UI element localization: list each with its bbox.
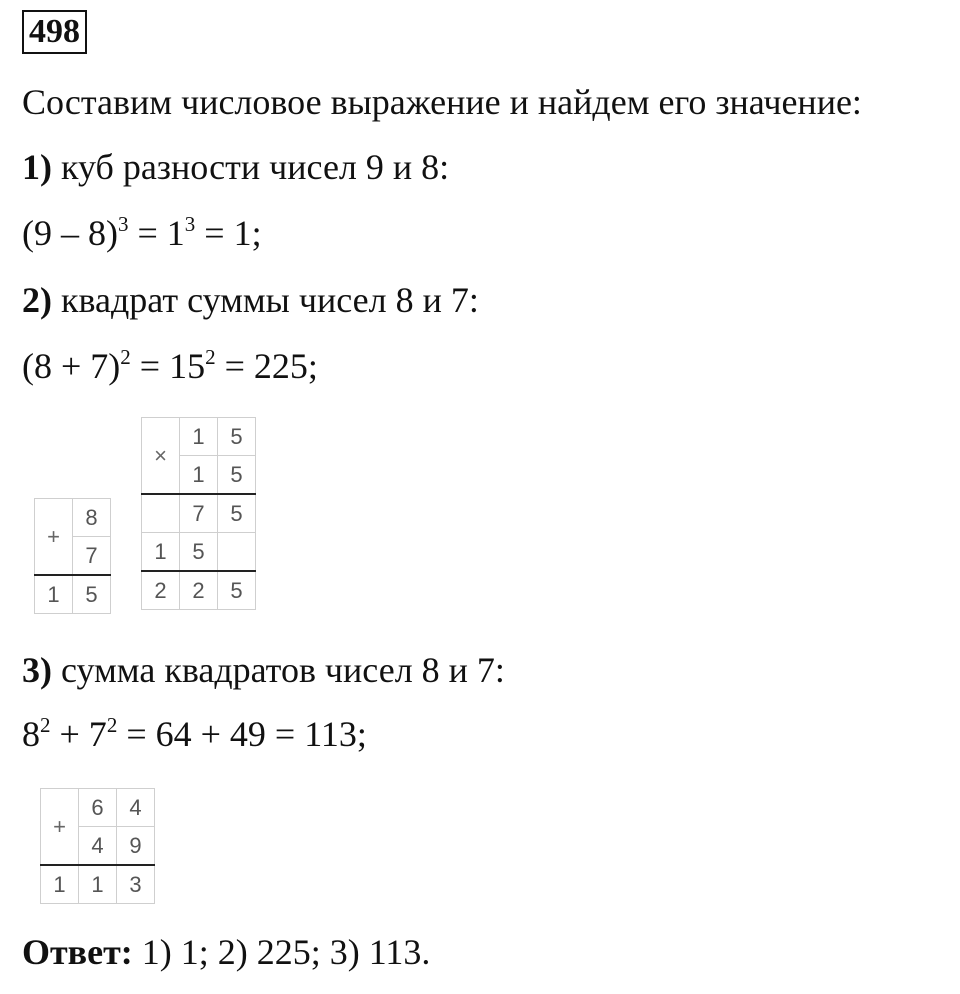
- expr-part: (9 – 8): [22, 213, 118, 253]
- digit-cell: 1: [41, 865, 79, 904]
- digit-cell: 1: [35, 575, 73, 614]
- item-1-heading: [22, 147, 449, 187]
- digit-cell: 2: [142, 571, 180, 610]
- digit-cell: 5: [218, 494, 256, 533]
- answer-label: Ответ:: [22, 932, 133, 972]
- digit-cell: 1: [142, 533, 180, 572]
- item-3-expression: [22, 714, 367, 754]
- digit-cell: 9: [117, 827, 155, 866]
- digit-cell: 5: [180, 533, 218, 572]
- item-3-label: 3): [22, 650, 52, 690]
- plus-sign: +: [41, 789, 79, 866]
- item-1-expression: [22, 213, 262, 253]
- exponent: 2: [120, 345, 131, 369]
- answer-line: [22, 932, 430, 972]
- digit-cell: 7: [73, 537, 111, 576]
- expr-part: = 15: [130, 346, 206, 386]
- digit-cell: 1: [180, 456, 218, 495]
- item-1-text: куб разности чисел 9 и 8:: [61, 147, 450, 187]
- column-addition-8-7: [34, 498, 111, 614]
- digit-cell: 3: [117, 865, 155, 904]
- multiply-sign: ×: [142, 418, 180, 495]
- item-2-expression: [22, 346, 318, 386]
- digit-cell: 5: [218, 571, 256, 610]
- expr-part: (8 + 7): [22, 346, 121, 386]
- digit-cell: 4: [79, 827, 117, 866]
- digit-cell: 1: [79, 865, 117, 904]
- exponent: 3: [117, 212, 129, 236]
- expr-part: + 7: [50, 714, 107, 754]
- expr-part: = 1: [128, 213, 185, 253]
- expr-part: = 1;: [195, 213, 262, 253]
- item-1-label: 1): [22, 147, 52, 187]
- digit-cell: 4: [117, 789, 155, 827]
- digit-cell: 7: [180, 494, 218, 533]
- digit-cell: 5: [218, 418, 256, 456]
- digit-cell: [218, 533, 256, 572]
- digit-cell: 2: [180, 571, 218, 610]
- exponent: 2: [40, 713, 51, 737]
- item-2-heading: [22, 280, 479, 320]
- digit-cell: 5: [218, 456, 256, 495]
- problem-number: 498: [22, 10, 87, 54]
- digit-cell: 6: [79, 789, 117, 827]
- exponent: 2: [205, 345, 216, 369]
- item-3-heading: [22, 650, 505, 690]
- item-2-text: квадрат суммы чисел 8 и 7:: [61, 280, 479, 320]
- item-3-text: сумма квадратов чисел 8 и 7:: [61, 650, 505, 690]
- expr-part: = 64 + 49 = 113;: [117, 714, 367, 754]
- digit-cell: 8: [73, 499, 111, 537]
- column-addition-64-49: [40, 788, 155, 904]
- exponent: 2: [106, 713, 118, 737]
- exponent: 3: [184, 212, 196, 236]
- column-multiplication-15-15: [141, 417, 256, 610]
- digit-cell: 1: [180, 418, 218, 456]
- answer-text: 1) 1; 2) 225; 3) 113.: [132, 932, 431, 972]
- digit-cell: [142, 494, 180, 533]
- plus-sign: +: [35, 499, 73, 576]
- expr-part: = 225;: [215, 346, 318, 386]
- intro-text: Составим числовое выражение и найдем его значение:: [22, 82, 862, 122]
- expr-part: 8: [22, 714, 40, 754]
- item-2-label: 2): [22, 280, 52, 320]
- digit-cell: 5: [73, 575, 111, 614]
